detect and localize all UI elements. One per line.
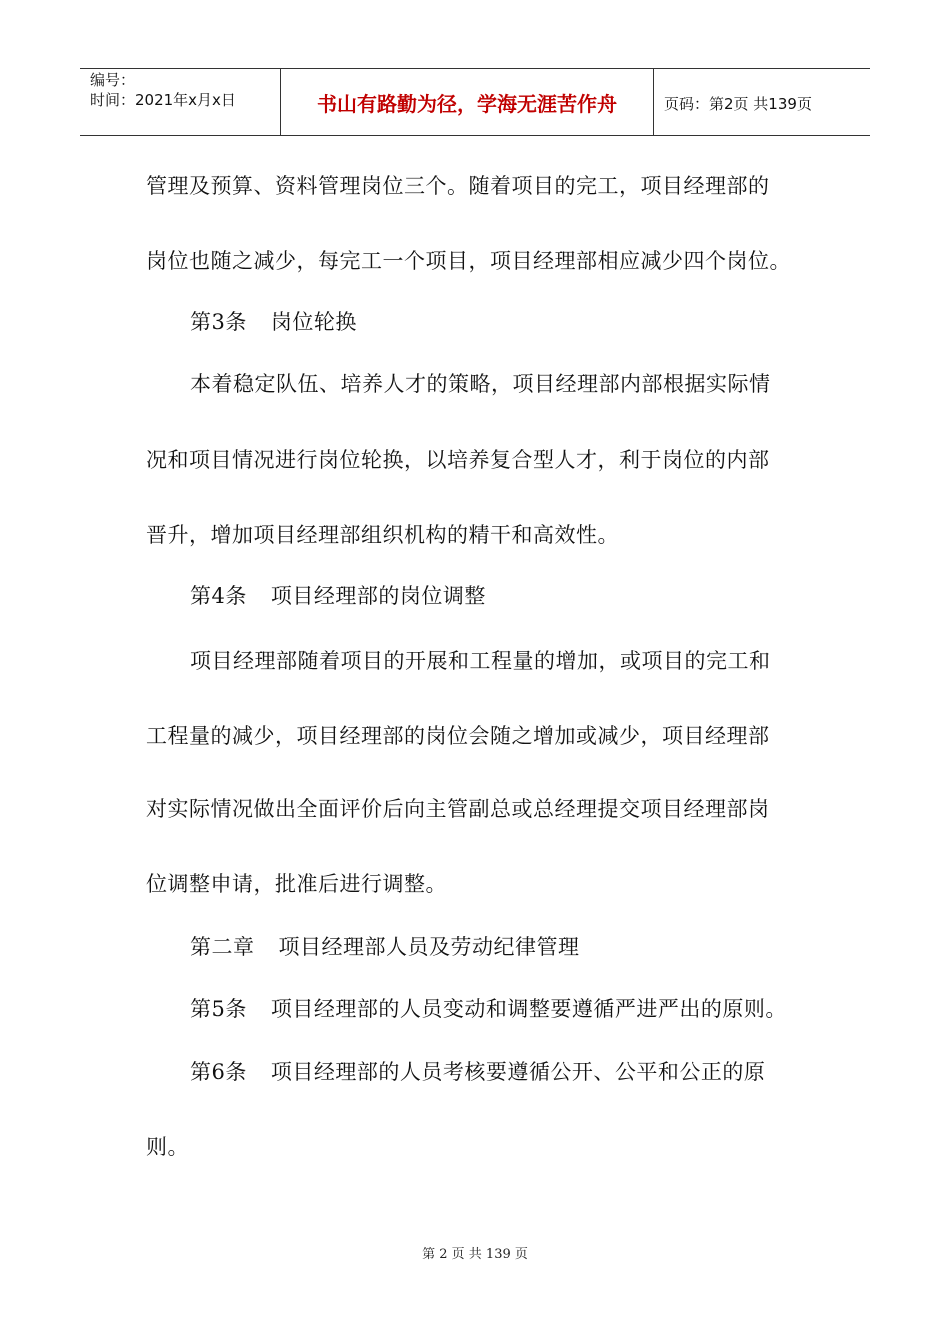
chapter-number: 第二章 bbox=[190, 935, 255, 959]
article-number: 第6条 bbox=[190, 1060, 247, 1084]
page-footer: 第 2 页 共 139 页 bbox=[422, 1247, 528, 1262]
article-title: 岗位轮换 bbox=[270, 310, 357, 334]
header-page-cell bbox=[654, 69, 870, 135]
header-motto-cell bbox=[281, 69, 654, 135]
article-number: 第3条 bbox=[190, 310, 247, 334]
article-line bbox=[190, 1058, 765, 1086]
page-header bbox=[80, 68, 870, 136]
body-line: 管理及预算、资料管理岗位三个。随着项目的完工，项目经理部的 bbox=[146, 174, 770, 198]
article-text: 项目经理部的人员考核要遵循公开、公平和公正的原 bbox=[270, 1060, 766, 1084]
header-motto: 书山有路勤为径，学海无涯苦作舟 bbox=[317, 92, 617, 116]
body-line: 晋升，增加项目经理部组织机构的精干和高效性。 bbox=[146, 523, 619, 547]
body-line: 本着稳定队伍、培养人才的策略，项目经理部内部根据实际情 bbox=[190, 372, 771, 396]
document-number-label: 编号： bbox=[90, 71, 136, 89]
article-title: 项目经理部的岗位调整 bbox=[270, 584, 486, 608]
header-page-code: 页码：第2页 共139页 bbox=[664, 95, 812, 113]
article-number: 第4条 bbox=[190, 584, 247, 608]
document-date-label: 时间：2021年x月x日 bbox=[90, 91, 236, 109]
article-number: 第5条 bbox=[190, 997, 247, 1021]
body-line: 则。 bbox=[146, 1135, 189, 1159]
article-text: 项目经理部的人员变动和调整要遵循严进严出的原则。 bbox=[270, 997, 787, 1021]
article-heading bbox=[190, 308, 357, 336]
body-line: 岗位也随之减少，每完工一个项目，项目经理部相应减少四个岗位。 bbox=[146, 249, 791, 273]
header-meta-cell bbox=[80, 69, 281, 135]
body-line: 况和项目情况进行岗位轮换，以培养复合型人才，利于岗位的内部 bbox=[146, 448, 770, 472]
chapter-heading bbox=[190, 933, 580, 961]
chapter-title: 项目经理部人员及劳动纪律管理 bbox=[278, 935, 580, 959]
article-heading bbox=[190, 582, 486, 610]
body-line: 工程量的减少，项目经理部的岗位会随之增加或减少，项目经理部 bbox=[146, 724, 770, 748]
article-line bbox=[190, 995, 787, 1023]
body-line: 对实际情况做出全面评价后向主管副总或总经理提交项目经理部岗 bbox=[146, 797, 770, 821]
body-line: 项目经理部随着项目的开展和工程量的增加，或项目的完工和 bbox=[190, 649, 771, 673]
body-line: 位调整申请，批准后进行调整。 bbox=[146, 872, 447, 896]
